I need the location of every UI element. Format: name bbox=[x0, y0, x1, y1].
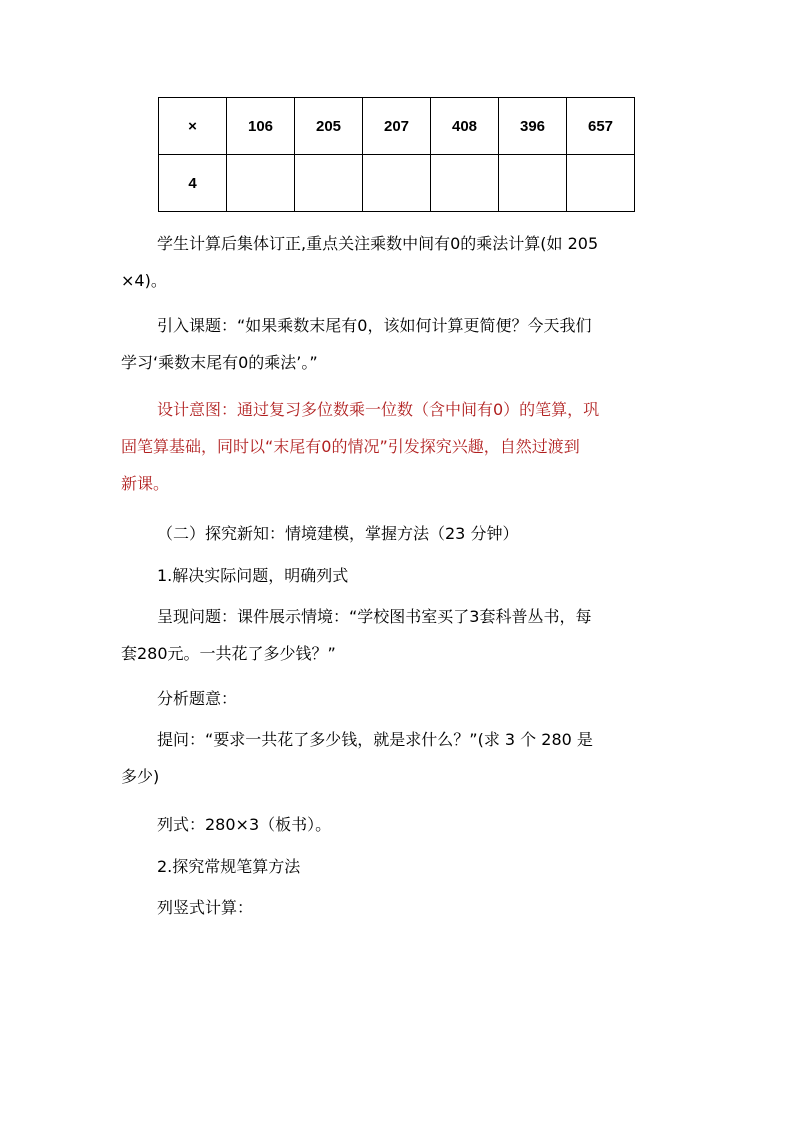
table-cell-header: 396 bbox=[499, 98, 567, 155]
table-cell-header: 106 bbox=[227, 98, 295, 155]
table-cell-multiplier: 4 bbox=[159, 155, 227, 212]
table-cell-header: 408 bbox=[431, 98, 499, 155]
correction-line-2: ×4)。 bbox=[121, 271, 167, 290]
equation-paragraph bbox=[121, 806, 677, 843]
analysis-label-text: 分析题意： bbox=[157, 689, 238, 708]
table-cell-header: 657 bbox=[567, 98, 635, 155]
problem-line-2: 套280元。一共花了多少钱？” bbox=[121, 644, 336, 663]
table-cell-blank bbox=[227, 155, 295, 212]
equation-text: 列式：280×3（板书）。 bbox=[157, 815, 332, 834]
table-cell-blank bbox=[567, 155, 635, 212]
question-line-1: 提问：“要求一共花了多少钱，就是求什么？”(求 3 个 280 是 bbox=[157, 730, 593, 749]
table-cell-blank bbox=[431, 155, 499, 212]
table-cell-header: 207 bbox=[363, 98, 431, 155]
subheading-1-text: 1.解决实际问题，明确列式 bbox=[157, 566, 349, 585]
subheading-2 bbox=[121, 848, 677, 885]
section-heading bbox=[121, 515, 677, 552]
question-line-2: 多少) bbox=[121, 767, 160, 786]
correction-paragraph bbox=[121, 225, 677, 299]
topic-intro-line-1: 引入课题：“如果乘数末尾有0，该如何计算更简便？今天我们 bbox=[157, 316, 592, 335]
table-cell-blank bbox=[295, 155, 363, 212]
problem-line-1: 呈现问题：课件展示情境：“学校图书室买了3套科普丛书，每 bbox=[157, 607, 592, 626]
vertical-calc-label bbox=[121, 889, 677, 926]
question-paragraph bbox=[121, 721, 677, 795]
section-heading-text: （二）探究新知：情境建模，掌握方法（23 分钟） bbox=[157, 524, 519, 543]
design-intent-line-3: 新课。 bbox=[121, 474, 170, 493]
subheading-1 bbox=[121, 557, 677, 594]
topic-intro-paragraph bbox=[121, 307, 677, 381]
topic-intro-line-2: 学习‘乘数末尾有0的乘法’。” bbox=[121, 353, 318, 372]
table-cell-blank bbox=[499, 155, 567, 212]
design-intent-line-2: 固笔算基础，同时以“末尾有0的情况”引发探究兴趣，自然过渡到 bbox=[121, 437, 580, 456]
table-cell-blank bbox=[363, 155, 431, 212]
multiplication-table bbox=[158, 97, 635, 212]
table-cell-header: 205 bbox=[295, 98, 363, 155]
subheading-2-text: 2.探究常规笔算方法 bbox=[157, 857, 301, 876]
design-intent-line-1: 设计意图：通过复习多位数乘一位数（含中间有0）的笔算，巩 bbox=[157, 400, 600, 419]
vertical-calc-label-text: 列竖式计算： bbox=[157, 898, 254, 917]
table-header-row bbox=[159, 98, 635, 155]
problem-paragraph bbox=[121, 598, 677, 672]
design-intent-paragraph bbox=[121, 391, 677, 502]
correction-line-1: 学生计算后集体订正,重点关注乘数中间有0的乘法计算(如 205 bbox=[157, 234, 599, 253]
table-cell-operator: × bbox=[159, 98, 227, 155]
analysis-label bbox=[121, 680, 677, 717]
table-row bbox=[159, 155, 635, 212]
